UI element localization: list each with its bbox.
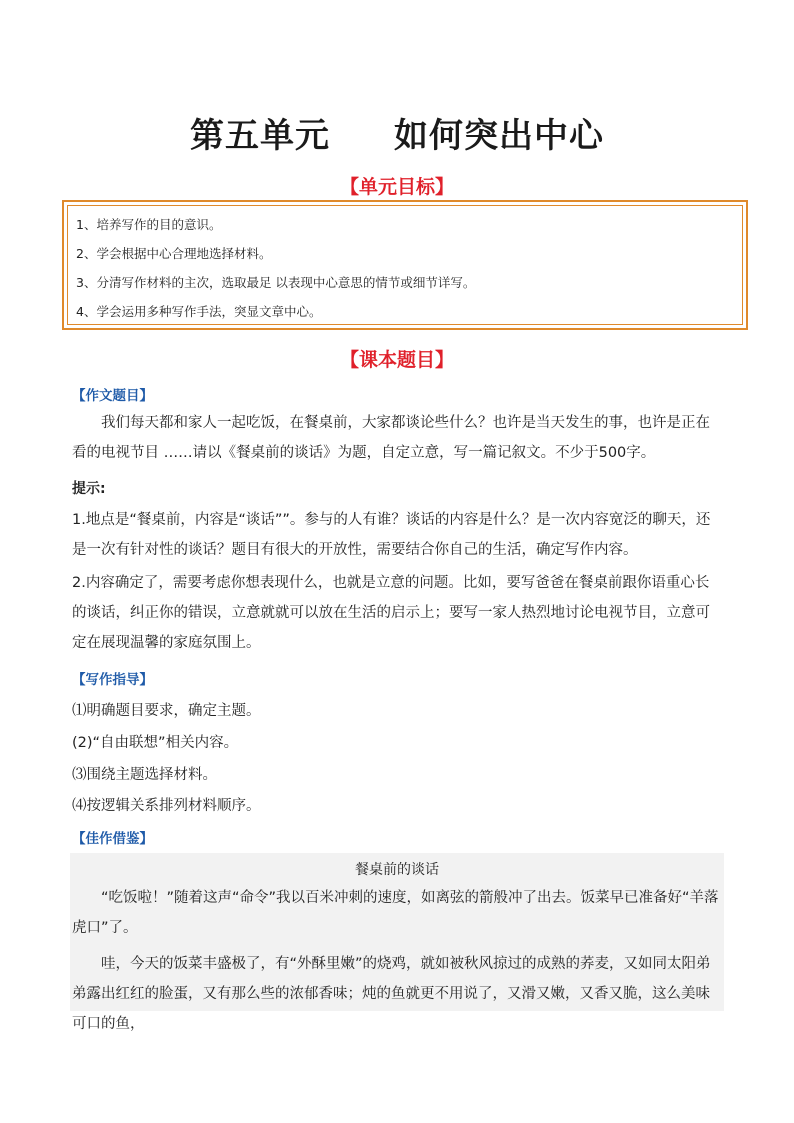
topic-heading: 【课本题目】 <box>339 349 454 371</box>
page-title <box>0 108 794 157</box>
essay-paragraph <box>72 949 722 1039</box>
guide-item: ⑴明确题目要求，确定主题。 <box>72 703 261 719</box>
guide-item: ⑶围绕主题选择材料。 <box>72 767 217 783</box>
goal-item: 2、学会根据中心合理地选择材料。 <box>76 246 272 261</box>
essay-title: 餐桌前的谈话 <box>355 862 439 878</box>
hint-item: 1.地点是“餐桌前，内容是“谈话””。参与的人有谁？谈话的内容是什么？是一次内容宽泛的聊天，还是一次有针对性的谈话？题目有很大的开放性，需要结合你自己的生活，确定写作内容。 <box>72 512 711 558</box>
guide-item: (2)“自由联想”相关内容。 <box>72 735 239 751</box>
goals-box-inner <box>67 205 743 325</box>
guide-label: 【写作指导】 <box>72 672 153 688</box>
guide-item: ⑷按逻辑关系排列材料顺序。 <box>72 798 261 814</box>
topic-text-content: 我们每天都和家人一起吃饭，在餐桌前，大家都谈论些什么？也许是当天发生的事，也许是正在看的电视节目 ……请以《餐桌前的谈话》为题，自定立意，写一篇记叙文。不少于500字。 <box>72 415 710 461</box>
hint-item: 2.内容确定了，需要考虑你想表现什么，也就是立意的问题。比如，要写爸爸在餐桌前跟你语重心长的谈话，纠正你的错误，立意就就可以放在生活的启示上；要写一家人热烈地讨论电视节目，立意可定在展现温馨的家庭氛围上。 <box>72 575 710 651</box>
essay-paragraph-text: 哇，今天的饭菜丰盛极了，有“外酥里嫩”的烧鸡，就如被秋风掠过的成熟的荞麦，又如同太阳弟弟露出红红的脸蛋，又有那么些的浓郁香味；炖的鱼就更不用说了，又滑又嫩，又香又脆，这么美味可口的鱼， <box>72 956 711 1032</box>
essay-paragraph <box>72 883 722 943</box>
topic-label: 【作文题目】 <box>72 388 153 404</box>
goals-heading: 【单元目标】 <box>339 176 454 198</box>
title-unit: 第五单元 <box>190 116 330 156</box>
goals-box <box>62 200 748 330</box>
hints-label: 提示: <box>72 481 106 497</box>
title-topic: 如何突出中心 <box>394 116 604 156</box>
topic-text <box>72 408 722 468</box>
essay-paragraph-text: “吃饭啦！”随着这声“命令”我以百米冲刺的速度，如离弦的箭般冲了出去。饭菜早已准备好“羊落虎口”了。 <box>72 890 719 936</box>
goal-item: 4、学会运用多种写作手法，突显文章中心。 <box>76 304 322 319</box>
goal-item: 1、培养写作的目的意识。 <box>76 217 222 232</box>
goal-item: 3、分清写作材料的主次，选取最足 以表现中心意思的情节或细节详写。 <box>76 275 476 290</box>
sample-essay-box <box>70 853 724 1032</box>
sample-label: 【佳作借鉴】 <box>72 831 153 847</box>
